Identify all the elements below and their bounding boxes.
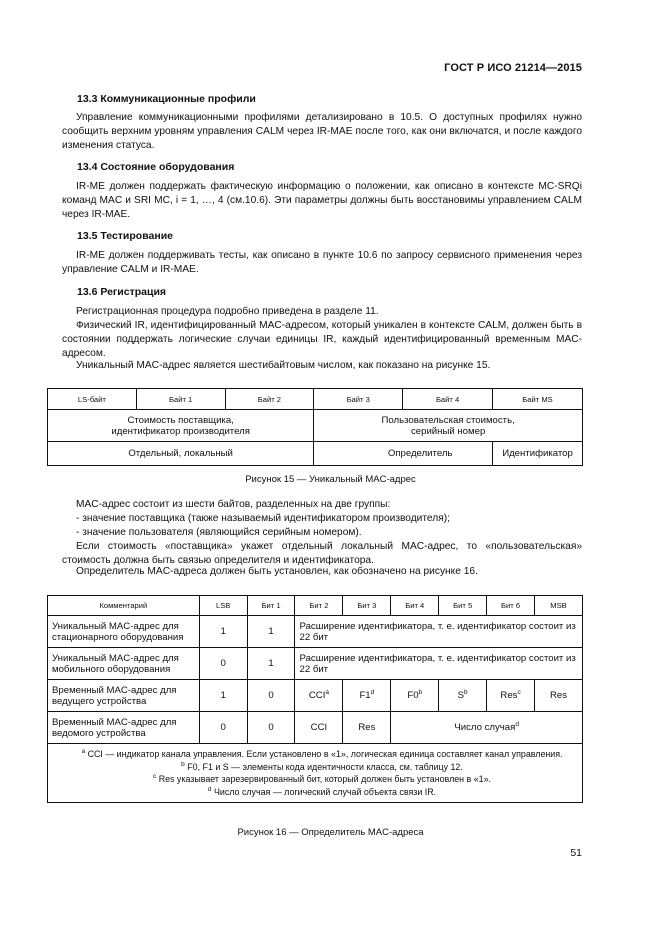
- res-label: Res: [500, 690, 518, 701]
- note-mark: b: [464, 688, 468, 696]
- msb-cell: Res: [535, 680, 583, 712]
- vendor-value-line-1: Стоимость поставщика,: [127, 414, 234, 426]
- cci-cell: [295, 680, 343, 712]
- byte-header: Байт 4: [403, 389, 493, 410]
- footnote: [54, 761, 576, 774]
- footnote: [54, 786, 576, 799]
- res-cell: [487, 680, 535, 712]
- bit-header: Бит 2: [295, 596, 343, 616]
- footnote-text: Число случая — логический случай объекта связи IR.: [213, 786, 437, 797]
- instance-number-label: Число случая: [454, 722, 516, 733]
- bit-header: Бит 1: [247, 596, 295, 616]
- id-extension-cell: Расширение идентификатора, т. е. идентификатор состоит из 22 бит: [295, 616, 583, 648]
- note-mark: d: [207, 785, 212, 793]
- section-13-4-title: 13.4 Состояние оборудования: [77, 161, 235, 173]
- figure-15-table: [47, 388, 583, 466]
- lsb-cell: 0: [199, 712, 247, 744]
- byte-header: Байт 2: [225, 389, 314, 410]
- standard-header: ГОСТ Р ИСО 21214—2015: [444, 62, 582, 74]
- section-13-3-title: 13.3 Коммуникационные профили: [77, 93, 256, 105]
- section-13-5-title: 13.5 Тестирование: [77, 230, 174, 242]
- bit1-cell: 1: [247, 648, 295, 680]
- note-mark: b: [418, 688, 423, 696]
- byte-header: Байт MS: [493, 389, 583, 410]
- table-row: [48, 616, 583, 648]
- cci-cell: CCI: [295, 712, 343, 744]
- section-13-6-title: 13.6 Регистрация: [77, 286, 167, 298]
- note-mark: a: [81, 748, 86, 756]
- comment-cell: Уникальный MAC-адрес для мобильного оборудования: [48, 648, 200, 680]
- figure-16-caption: Рисунок 16 — Определитель MAC-адреса: [237, 827, 424, 838]
- local-mac-text: Если стоимость «поставщика» укажет отдельный локальный MAC-адрес, то «пользовательская» стоимость должна быть связью определителя и идентификатора.: [62, 541, 582, 567]
- note-mark: d: [370, 688, 375, 696]
- figure-15-caption: Рисунок 15 — Уникальный MAC-адрес: [245, 474, 416, 485]
- res-cell: Res: [343, 712, 391, 744]
- bit-header: Бит 3: [343, 596, 391, 616]
- identifier-cell: Идентификатор: [493, 442, 583, 466]
- user-bullet: - значение пользователя (являющийся серийным номером).: [76, 527, 362, 538]
- byte-header: LS-байт: [48, 389, 137, 410]
- qualifier-text: Определитель MAC-адреса должен быть установлен, как обозначено на рисунке 16.: [76, 566, 478, 577]
- individual-local-cell: Отдельный, локальный: [48, 442, 314, 466]
- section-13-6-text-3: Уникальный MAC-адрес является шестибайтовым числом, как показано на рисунке 15.: [76, 360, 491, 371]
- table-row: [48, 680, 583, 712]
- s-label: S: [457, 690, 465, 701]
- f1-cell: [343, 680, 391, 712]
- bit1-cell: 0: [247, 712, 295, 744]
- f0-cell: [391, 680, 439, 712]
- bit-header: Бит 6: [487, 596, 535, 616]
- bit-header: LSB: [199, 596, 247, 616]
- footnote: [54, 773, 576, 786]
- section-13-4-text: IR-ME должен поддержать фактическую информацию о положении, как описано в контексте MC-SRQi команд MAC и SRI MC, i = 1, …, 4 (см.10.6). Эти параметры должны быть восстановимы управлением CALM через IR-MAE.: [62, 181, 582, 221]
- section-13-3-text: Управление коммуникационными профилями детализировано в 10.5. О доступных профилях нужно сообщить верхним уровням управления CALM через IR-MAE после того, как они включатся, и после каждого изменения статуса.: [62, 112, 582, 152]
- qualifier-cell: Определитель: [314, 442, 493, 466]
- lsb-cell: 1: [199, 616, 247, 648]
- f0-label: F0: [407, 690, 419, 701]
- user-value-cell: [314, 410, 583, 442]
- page-number: 51: [570, 847, 582, 859]
- note-mark: c: [152, 773, 157, 781]
- byte-header: Байт 1: [136, 389, 225, 410]
- footnote-text: CCI — индикатор канала управления. Если установлено в «1», логическая единица составляет канал управления.: [87, 749, 563, 759]
- footnote: [54, 748, 576, 761]
- bit-header: MSB: [535, 596, 583, 616]
- note-mark: d: [515, 720, 519, 728]
- footnote-text: Res указывает зарезервированный бит, который должен быть установлен в «1».: [158, 774, 492, 784]
- bit1-cell: 0: [247, 680, 295, 712]
- vendor-value-line-2: идентификатор производителя: [111, 425, 250, 437]
- comment-cell: Уникальный MAC-адрес для стационарного оборудования: [48, 616, 200, 648]
- s-cell: [439, 680, 487, 712]
- comment-cell: Временный MAC-адрес для ведущего устройства: [48, 680, 200, 712]
- comment-cell: Временный MAC-адрес для ведомого устройства: [48, 712, 200, 744]
- section-13-5-text: IR-ME должен поддерживать тесты, как описано в пункте 10.6 по запросу сервисного применения через управление CALM и IR-MAE.: [62, 250, 582, 276]
- id-extension-cell: Расширение идентификатора, т. е. идентификатор состоит из 22 бит: [295, 648, 583, 680]
- section-13-6-text-2: Физический IR, идентифицированный MAC-адресом, который уникален в контексте CALM, должен быть в состоянии поддержать логические случаи единицы IR, каждый идентифицированный временным MAC-адресом.: [62, 320, 582, 360]
- user-value-line-2: серийный номер: [410, 425, 486, 437]
- vendor-bullet: - значение поставщика (также называемый идентификатором производителя);: [76, 513, 450, 524]
- footnote-text: F0, F1 и S — элементы кода идентичности класса, см. таблицу 12.: [187, 761, 463, 772]
- bit-header: Бит 4: [391, 596, 439, 616]
- comment-header: Комментарий: [48, 596, 200, 616]
- mac-structure-text: MAC-адрес состоит из шести байтов, разделенных на две группы:: [76, 499, 391, 510]
- lsb-cell: 0: [199, 648, 247, 680]
- note-mark: c: [517, 688, 521, 696]
- note-mark: a: [325, 688, 330, 696]
- f1-label: F1: [359, 690, 371, 701]
- vendor-value-cell: [48, 410, 314, 442]
- instance-number-cell: [391, 712, 583, 744]
- user-value-line-1: Пользовательская стоимость,: [381, 414, 515, 426]
- cci-label: CCI: [308, 690, 326, 701]
- section-13-6-text-1: Регистрационная процедура подробно приведена в разделе 11.: [76, 306, 379, 317]
- table-row: [48, 648, 583, 680]
- bit1-cell: 1: [247, 616, 295, 648]
- lsb-cell: 1: [199, 680, 247, 712]
- bit-header: Бит 5: [439, 596, 487, 616]
- figure-16-notes: [48, 744, 583, 803]
- byte-header: Байт 3: [314, 389, 403, 410]
- figure-16-table: [47, 595, 583, 803]
- note-mark: b: [181, 760, 185, 768]
- table-row: [48, 712, 583, 744]
